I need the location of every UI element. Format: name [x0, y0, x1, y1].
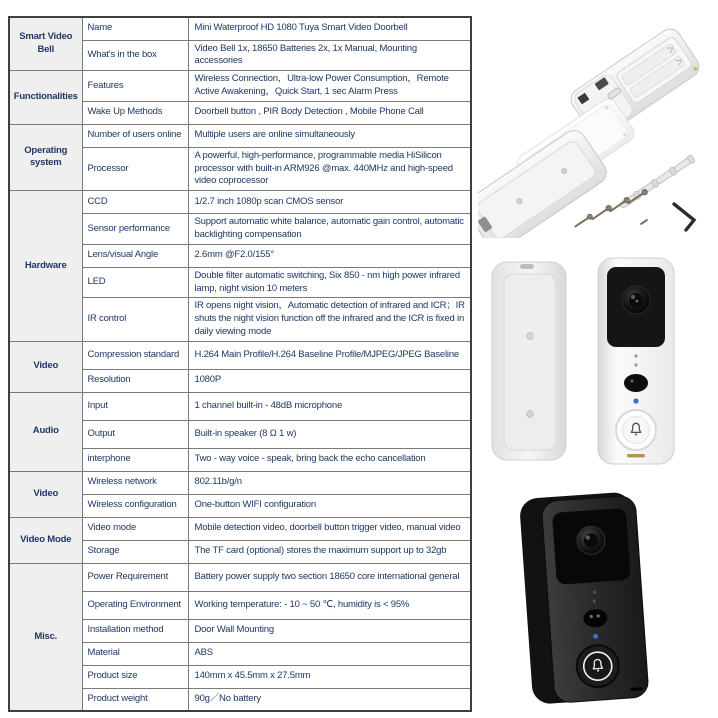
spec-value: 2.6mm @F2.0/155°	[188, 244, 471, 267]
spec-value: Mini Waterproof HD 1080 Tuya Smart Video Doorbell	[188, 17, 471, 40]
spec-label: CCD	[82, 191, 188, 214]
category-cell-misc: Misc.	[9, 563, 82, 711]
black-doorbell	[519, 491, 649, 705]
spec-value: Battery power supply two section 18650 core international general	[188, 563, 471, 591]
spec-label: Material	[82, 642, 188, 665]
spec-table	[8, 16, 472, 712]
category-cell-smart-video-bell: Smart Video Bell	[9, 17, 82, 71]
spec-value: Mobile detection video, doorbell button trigger video, manual video	[188, 517, 471, 540]
black-doorbell-photo	[498, 482, 698, 714]
mic-hole	[634, 363, 637, 366]
spec-value: 90g／No battery	[188, 688, 471, 711]
spec-label: Video mode	[82, 517, 188, 540]
spec-label: What's in the box	[82, 40, 188, 71]
white-doorbell	[598, 258, 674, 464]
category-cell-audio: Audio	[9, 392, 82, 471]
category-cell-video-mode: Video Mode	[9, 517, 82, 563]
spec-label: Compression standard	[82, 341, 188, 369]
spec-label: IR control	[82, 298, 188, 341]
category-cell-video: Video	[9, 341, 82, 392]
spec-value: ABS	[188, 642, 471, 665]
spec-value: Video Bell 1x, 18650 Batteries 2x, 1x Manual, Mounting accessories	[188, 40, 471, 71]
spec-value: 802.11b/g/n	[188, 471, 471, 494]
spec-label: Power Requirement	[82, 563, 188, 591]
category-cell-video-wireless: Video	[9, 471, 82, 517]
spec-label: Resolution	[82, 369, 188, 392]
spec-label: Output	[82, 420, 188, 448]
status-led	[633, 398, 638, 403]
category-cell-operating-system: Operating system	[9, 124, 82, 190]
spec-row	[9, 191, 471, 214]
bottom-slot	[627, 454, 645, 457]
spec-value: A powerful, high-performance, programmable media HiSilicon processor with built-in ARM926 @max. 440MHz and high-speed video coprocessor	[188, 147, 471, 190]
spec-value: Door Wall Mounting	[188, 619, 471, 642]
spec-value: Multiple users are online simultaneously	[188, 124, 471, 147]
spec-row	[9, 471, 471, 494]
spec-value: 140mm x 45.5mm x 27.5mm	[188, 665, 471, 688]
doorbell-button[interactable]	[616, 410, 656, 450]
spec-label: interphone	[82, 448, 188, 471]
spec-row	[9, 341, 471, 369]
spec-label: Features	[82, 71, 188, 102]
spec-value: One-button WIFI configuration	[188, 494, 471, 517]
spec-label: Lens/visual Angle	[82, 244, 188, 267]
product-parts-photo	[478, 18, 714, 238]
spec-value: 1/2.7 inch 1080p scan CMOS sensor	[188, 191, 471, 214]
spec-label: Storage	[82, 540, 188, 563]
spec-value: The TF card (optional) stores the maximum support up to 32gb	[188, 540, 471, 563]
spec-label: Wake Up Methods	[82, 101, 188, 124]
spec-label: Product weight	[82, 688, 188, 711]
spec-label: Sensor performance	[82, 214, 188, 245]
spec-label: Processor	[82, 147, 188, 190]
spec-value: 1080P	[188, 369, 471, 392]
spec-row	[9, 71, 471, 102]
spec-value: IR opens night vision，Automatic detection of infrared and ICR；IR shuts the night vision function off the infrared and the ICR is fixed in daily viewing mode	[188, 298, 471, 341]
spec-value: Support automatic white balance, automatic gain control, automatic backlighting compensation	[188, 214, 471, 245]
category-cell-functionalities: Functionalities	[9, 71, 82, 125]
spec-value: Double filter automatic switching, Six 850 - nm high power infrared lamp, night vision 10 meters	[188, 267, 471, 298]
spec-row	[9, 124, 471, 147]
spec-value: Two - way voice - speak, bring back the echo cancellation	[188, 448, 471, 471]
spec-value: H.264 Main Profile/H.264 Baseline Profile/MJPEG/JPEG Baseline	[188, 341, 471, 369]
spec-label: Number of users online	[82, 124, 188, 147]
spec-label: Wireless configuration	[82, 494, 188, 517]
spec-value: Doorbell button , PIR Body Detection , Mobile Phone Call	[188, 101, 471, 124]
category-cell-hardware: Hardware	[9, 191, 82, 342]
spec-value: Built-in speaker (8 Ω 1 w)	[188, 420, 471, 448]
spec-value: Working temperature: - 10 ~ 50 ℃, humidity is < 95%	[188, 591, 471, 619]
spec-row	[9, 517, 471, 540]
white-doorbell-photo	[480, 248, 708, 476]
spec-label: Name	[82, 17, 188, 40]
spec-row	[9, 392, 471, 420]
hex-key	[674, 204, 694, 230]
mounting-bracket	[492, 262, 566, 460]
spec-label: Product size	[82, 665, 188, 688]
mic-hole	[634, 354, 637, 357]
spec-label: Installation method	[82, 619, 188, 642]
spec-row	[9, 563, 471, 591]
spec-value: Wireless Connection，Ultra-low Power Consumption，Remote Active Awakening，Quick Start, 1 sec Alarm Press	[188, 71, 471, 102]
spec-row	[9, 17, 471, 40]
spec-label: Input	[82, 392, 188, 420]
spec-label: LED	[82, 267, 188, 298]
spec-label: Wireless network	[82, 471, 188, 494]
pir-sensor	[624, 374, 648, 392]
spec-label: Operating Environment	[82, 591, 188, 619]
spec-value: 1 channel built-in - 48dB microphone	[188, 392, 471, 420]
